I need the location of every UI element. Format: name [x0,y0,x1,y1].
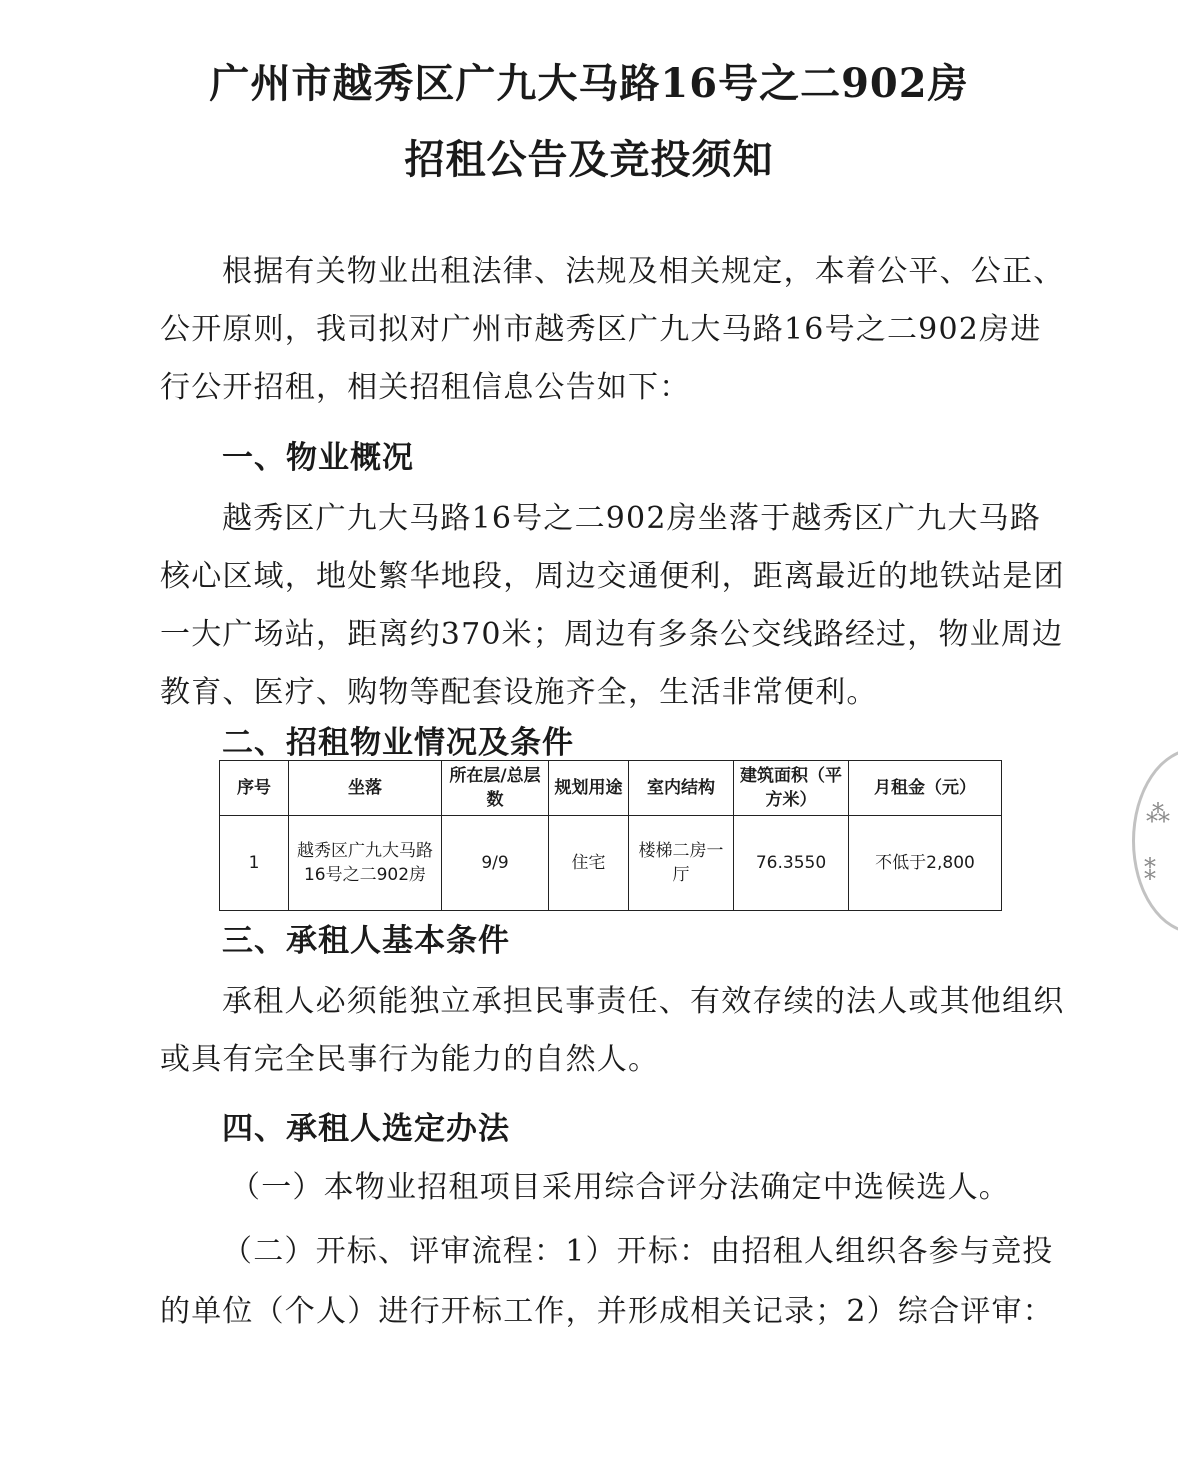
cell-index: 1 [220,816,289,911]
section1-heading: 一、物业概况 [222,440,414,476]
document-title-line1: 广州市越秀区广九大马路16号之二902房 [209,60,969,107]
cell-location: 越秀区广九大马路16号之二902房 [289,816,442,911]
document-title-line2: 招租公告及竞投须知 [404,136,774,183]
col-header-area: 建筑面积（平方米） [734,761,849,816]
cell-floor: 9/9 [442,816,549,911]
col-header-usage: 规划用途 [549,761,629,816]
intro-paragraph: 根据有关物业出租法律、法规及相关规定，本着公平、公正、公开原则，我司拟对广州市越秀区广九大马路16号之二902房进行公开招租，相关招租信息公告如下： [160,254,1065,405]
col-header-rent: 月租金（元） [849,761,1002,816]
section3-heading: 三、承租人基本条件 [222,923,510,959]
col-header-floor: 所在层/总层数 [442,761,549,816]
col-header-structure: 室内结构 [629,761,734,816]
col-header-location: 坐落 [289,761,442,816]
cell-usage: 住宅 [549,816,629,911]
section3-body: 承租人必须能独立承担民事责任、有效存续的法人或其他组织或具有完全民事行为能力的自然人。 [160,984,1065,1077]
section4-item1: （一）本物业招租项目采用综合评分法确定中选候选人。 [230,1170,1010,1205]
seal-mark: ⁂ [1146,800,1170,828]
table-row [220,816,1002,911]
cell-area: 76.3550 [734,816,849,911]
cell-structure: 楼梯二房一厅 [629,816,734,911]
section4-heading: 四、承租人选定办法 [222,1111,510,1147]
section2-heading: 二、招租物业情况及条件 [222,725,574,761]
seal-mark: ⁑ [1144,858,1156,886]
table-header-row [220,761,1002,816]
cell-rent: 不低于2,800 [849,816,1002,911]
section1-body: 越秀区广九大马路16号之二902房坐落于越秀区广九大马路核心区域，地处繁华地段，周边交通便利，距离最近的地铁站是团一大广场站，距离约370米；周边有多条公交线路经过，物业周边教育、医疗、购物等配套设施齐全，生活非常便利。 [160,501,1065,710]
section4-item2: （二）开标、评审流程：1）开标：由招租人组织各参与竞投的单位（个人）进行开标工作，并形成相关记录；2）综合评审： [160,1234,1054,1329]
property-table [219,760,1002,911]
official-seal-stamp [1132,748,1178,934]
col-header-index: 序号 [220,761,289,816]
